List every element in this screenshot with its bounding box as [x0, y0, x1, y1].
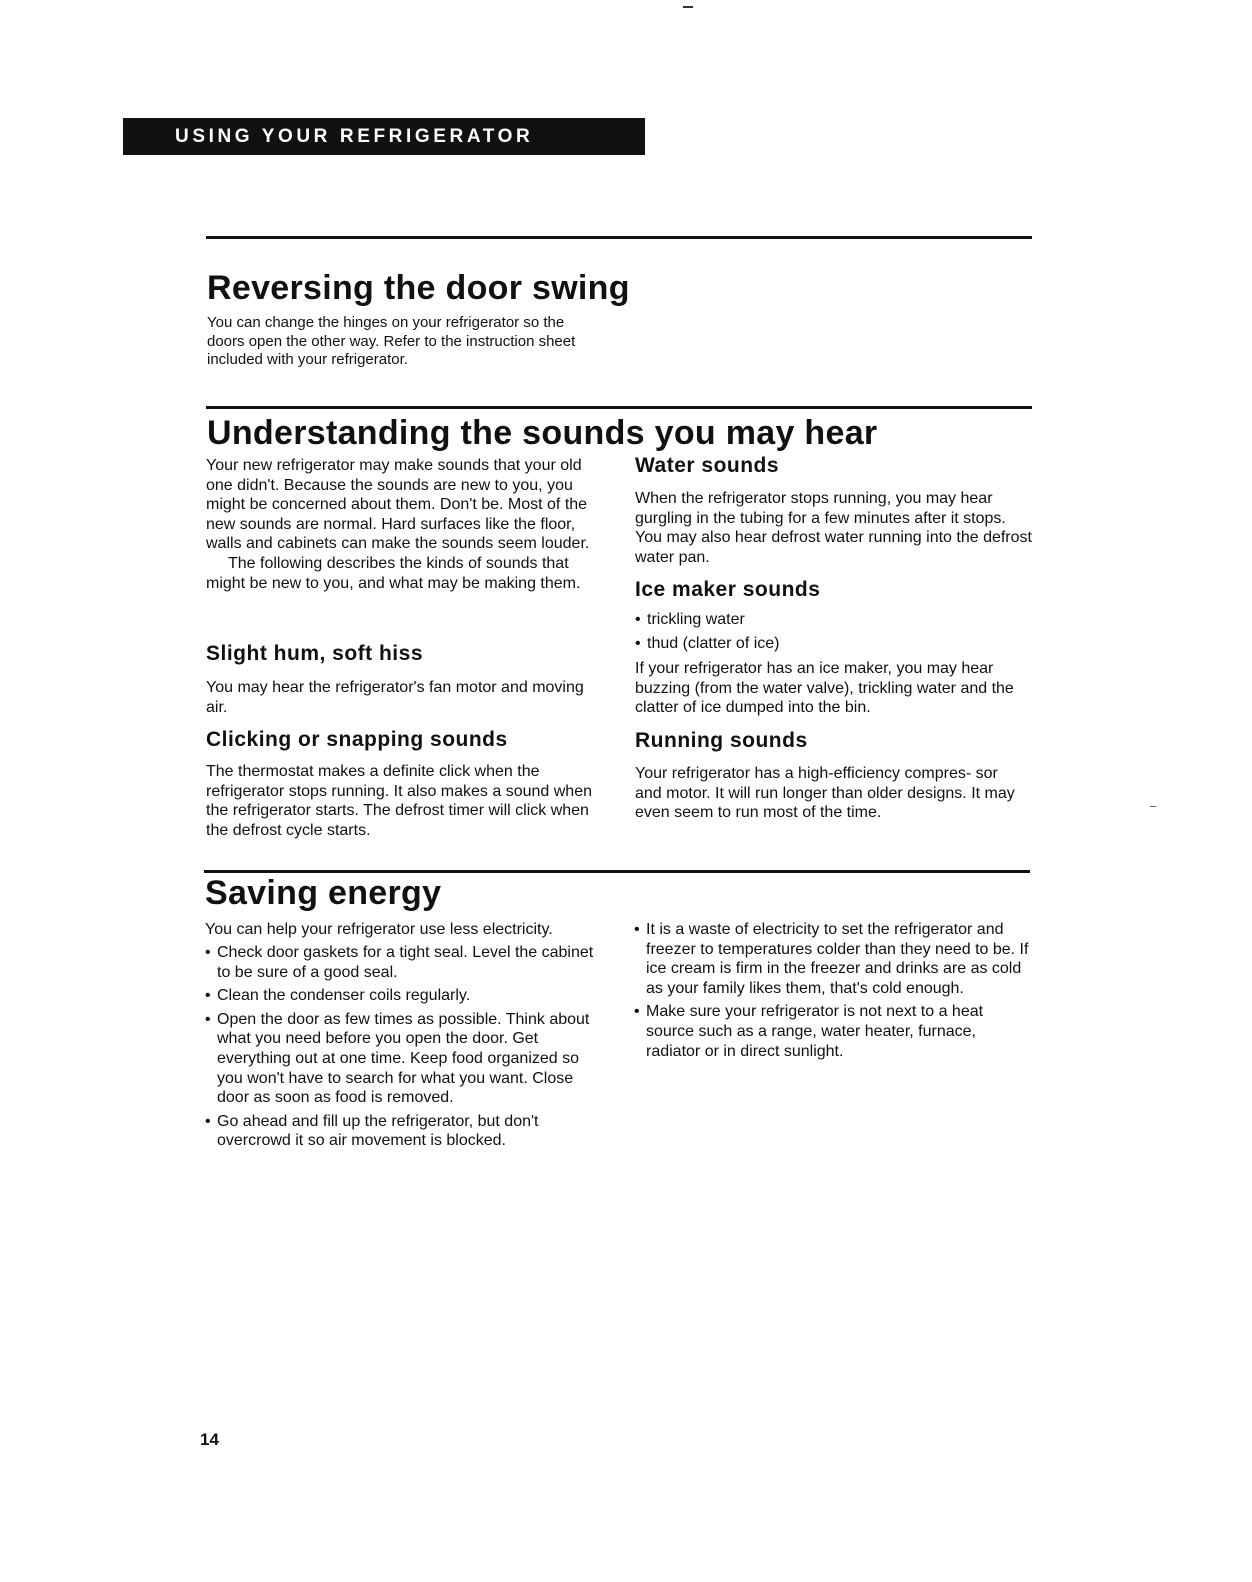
energy-title: Saving energy — [205, 874, 442, 912]
sounds-intro-paragraph-2: The following describes the kinds of sounds that might be new to you, and what may be making them. — [206, 554, 581, 592]
click-heading: Clicking or snapping sounds — [206, 728, 508, 751]
list-item: • trickling water — [635, 610, 1035, 630]
water-body: When the refrigerator stops running, you may hear gurgling in the tubing for a few minutes after it stops. You may also hear defrost water running into the defrost water pan. — [635, 490, 1032, 566]
reversing-body: You can change the hinges on your refrigerator so the doors open the other way. Refer to the instruction sheet included with your refrigerator. — [207, 314, 576, 368]
ice-body: If your refrigerator has an ice maker, you may hear buzzing (from the water valve), trickling water and the clatter of ice dumped into the bin. — [635, 660, 1014, 717]
section-banner: USING YOUR REFRIGERATOR — [123, 118, 645, 155]
running-body: Your refrigerator has a high-efficiency compres- sor and motor. It will run longer than older designs. It may even seem to run most of the time. — [635, 765, 1015, 822]
hum-heading: Slight hum, soft hiss — [206, 642, 424, 665]
list-item: • It is a waste of electricity to set the refrigerator and freezer to temperatures colder than they need to be. If ice cream is firm in the freezer and drinks are as cold as your family likes them, that's cold enough. — [634, 920, 1034, 998]
sounds-intro — [206, 456, 606, 593]
list-item: • Open the door as few times as possible. Think about what you need before you open the door. Get everything out at one time. Keep food organized so you won't have to search for what you want. Close door as soon as food is removed. — [205, 1010, 605, 1108]
sounds-title: Understanding the sounds you may hear — [207, 414, 878, 452]
scan-mark — [683, 6, 693, 8]
list-item: • Make sure your refrigerator is not next to a heat source such as a range, water heater, furnace, radiator or in direct sunlight. — [634, 1002, 1034, 1061]
water-heading: Water sounds — [635, 454, 780, 477]
ice-list — [635, 610, 1035, 657]
scan-mark — [1150, 806, 1156, 807]
list-item: • Go ahead and fill up the refrigerator, but don't overcrowd it so air movement is blocked. — [205, 1112, 605, 1151]
page-number: 14 — [200, 1430, 219, 1449]
reversing-title: Reversing the door swing — [207, 269, 630, 307]
sounds-intro-paragraph-1: Your new refrigerator may make sounds that your old one didn't. Because the sounds are new to you, you might be concerned about them. Don't be. Most of the new sounds are normal. Hard surfaces like the floor, walls and cabinets can make the sounds seem louder. — [206, 457, 590, 553]
list-item: • Check door gaskets for a tight seal. Level the cabinet to be sure of a good seal. — [205, 943, 605, 982]
energy-intro: You can help your refrigerator use less electricity. — [205, 921, 553, 938]
click-body: The thermostat makes a definite click when the refrigerator stops running. It also makes a sound when the refrigerator starts. The defrost timer will click when the defrost cycle starts. — [206, 763, 592, 839]
energy-list-left — [205, 943, 605, 1155]
list-item: • thud (clatter of ice) — [635, 634, 1035, 654]
list-item: • Clean the condenser coils regularly. — [205, 986, 605, 1006]
section-rule — [206, 236, 1032, 239]
running-heading: Running sounds — [635, 729, 808, 752]
ice-heading: Ice maker sounds — [635, 578, 821, 601]
hum-body: You may hear the refrigerator's fan motor and moving air. — [206, 679, 584, 716]
energy-list-right — [634, 920, 1034, 1065]
section-rule — [206, 406, 1032, 409]
